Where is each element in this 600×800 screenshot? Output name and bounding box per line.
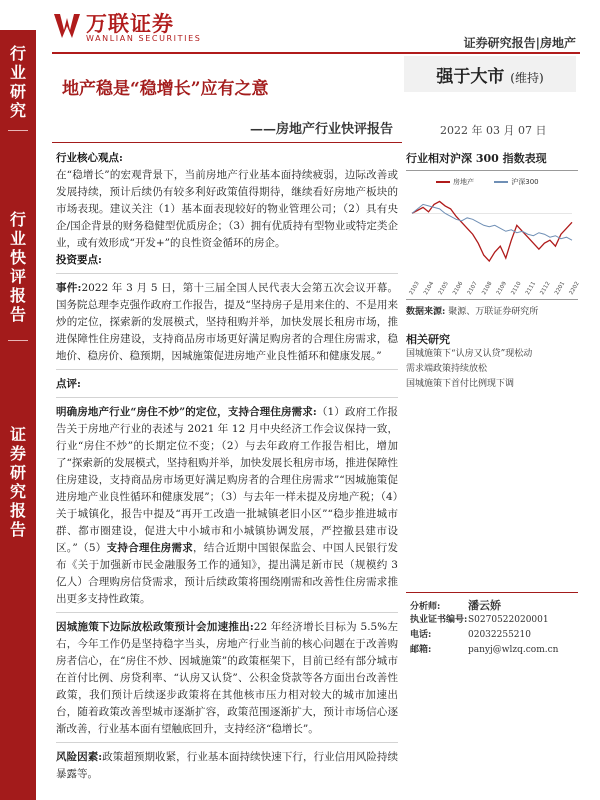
series-line-0 (412, 201, 572, 261)
related-research-item[interactable]: 国城施策下“认房又认贷”现松动 (406, 349, 533, 359)
rating-note: (维持) (510, 71, 544, 85)
section-divider (56, 397, 398, 398)
invest-points-heading: 投资要点: (56, 254, 102, 266)
legend-label: 房地产 (453, 178, 474, 186)
event-text: 2022 年 3 月 5 日，第十三届全国人民代表大会第五次会议开幕。国务院总理李克强作政府工作报告，提及“坚持房子是用来住的、不是用来炒的定位，探索新的发展模式，坚持租购并举，加快发展长租房市场，推进保障性住房建设，支持商品房市场更好满足购房者的合理住房需求，稳地价、稳房价、稳预期，因城施策促进房地产业良性循环和健康发展。” (56, 282, 398, 362)
report-subtitle: ——房地产行业快评报告 (250, 122, 394, 137)
comment-heading: 点评: (56, 378, 81, 390)
related-research-item[interactable]: 需求端政策持续放松 (406, 364, 488, 374)
sidebar-label-industry: 行业研究 (9, 44, 26, 120)
point-1-bold: 支持合理住房需求 (106, 542, 194, 554)
performance-chart (406, 170, 581, 300)
report-category: 证券研究报告|房地产 (463, 36, 576, 50)
brand-name-en: WANLIAN SECURITIES (86, 34, 202, 43)
x-tick-label: 2108 (481, 280, 494, 296)
legend-label: 沪深300 (511, 178, 539, 186)
section-divider (56, 612, 398, 613)
point-1-text-2: ，结合近期中国银保监会、中国人民银行发布《关于加强新市民金融服务工作的通知》，提出满足新市民（规模约 3 亿人）合理购房信贷需求，预计后续政策将围绕刚需和改善性住房需求推出更多支持性政策。 (56, 542, 398, 605)
core-view-text: 在“稳增长”的宏观背景下，当前房地产行业基本面持续疲弱，边际改善或发展持续，预计后续仍有较多利好政策值得期待，继续看好房地产板块的市场表现。建议关注（1）基本面表现较好的物业管理公司；（2）具有央企/国企背景的财务稳健型优质房企；（3）拥有优质持有型物业或特定类企业，或有效形成“开发+”的良性资金循环的房企。 (56, 169, 398, 249)
sidebar-divider (8, 340, 28, 341)
brand-name: 万联证券 (86, 12, 174, 36)
risk-text: 政策超预期收紧，行业基本面持续快速下行，行业信用风险持续暴露等。 (56, 751, 398, 780)
x-tick-label: 2104 (423, 280, 436, 296)
phone-label: 电话: (410, 630, 432, 640)
x-tick-label: 2110 (510, 280, 523, 296)
point-1-paragraph (56, 404, 398, 608)
chart-source (406, 304, 578, 317)
point-1-heading: 明确房地产行业“房住不炒”的定位，支持合理住房需求: (56, 406, 317, 418)
email-row (410, 643, 578, 658)
sidebar-label-report-type: 行业快评报告 (9, 210, 26, 324)
report-title: 地产稳是“稳增长”应有之意 (62, 79, 269, 99)
cert-label: 执业证书编号: (410, 615, 468, 625)
series-line-1 (412, 204, 572, 240)
x-tick-label: 2112 (539, 280, 552, 296)
point-2-paragraph (56, 619, 398, 738)
chart-plot (406, 171, 581, 301)
title-divider (52, 142, 402, 143)
rating-value: 强于大市 (436, 67, 505, 87)
section-divider (56, 273, 398, 274)
report-header (0, 0, 600, 50)
risk-paragraph (56, 749, 398, 783)
phone-row (410, 628, 578, 643)
x-tick-label: 2103 (408, 280, 421, 296)
email-address[interactable]: panyj@wlzq.com.cn (468, 645, 559, 655)
analyst-row (410, 598, 578, 613)
x-tick-label: 2202 (568, 280, 581, 296)
chart-title: 行业相对沪深 300 指数表现 (406, 152, 547, 165)
point-2-heading: 因城施策下边际放松政策预计会加速推出: (56, 621, 254, 633)
sidebar (0, 30, 36, 800)
risk-heading: 风险因素: (56, 751, 103, 763)
x-tick-label: 2106 (452, 280, 465, 296)
header-divider (52, 52, 580, 54)
rating (404, 62, 576, 87)
sidebar-info (406, 150, 581, 392)
report-date: 2022 年 03 月 07 日 (440, 124, 547, 137)
brand-logo-icon (52, 10, 82, 40)
x-tick-label: 2109 (495, 280, 509, 296)
analyst-label: 分析师: (410, 602, 441, 612)
analyst-divider (406, 592, 578, 593)
related-research-item[interactable]: 国城施策下首付比例现下调 (406, 379, 515, 389)
section-divider (56, 742, 398, 743)
analyst-info (410, 598, 578, 658)
analyst-name: 潘云娇 (468, 599, 501, 612)
x-tick-label: 2107 (466, 280, 479, 296)
point-2-text: 22 年经济增长目标为 5.5%左右，今年工作仍是坚持稳字当头，房地产行业当前的核心问题在于改善购房者信心，在“房住不炒、因城施策”的政策框架下，目前已经有部分城市在首付比例、房贷利率、“认房又认贷”、公积金贷款等各方面出台改善性政策，我们预计后续逐步政策将在其他核市压力相对较大的城市加速出台，随着政策改善型城市逐渐扩容，政策范围逐渐扩大，预计市场信心逐渐改善，行业基本面有望触底回升，支持经济“稳增长”。 (56, 621, 398, 735)
x-tick-label: 2105 (437, 280, 450, 296)
sidebar-divider (8, 130, 28, 131)
email-label: 邮箱: (410, 645, 432, 655)
core-view-heading: 行业核心观点: (56, 152, 123, 164)
source-text: 聚源、万联证券研究所 (448, 307, 539, 317)
point-1-text: （1）政府工作报告关于房地产行业的表述与 2021 年 12 月中央经济工作会议保持一致，行业“房住不炒”的长期定位不变；（2）与去年政府工作报告相比，增加了“探索新的发展模式，坚持租购并举，加快发展长租房市场，推进保障性住房建设，支持商品房市场更好满足购房者的合理住房需求”“因城施策促进房地产业良性循环和健康发展”；（3）与去年一样未提及房地产税；（4）关于城镇化，报告中提及“再开工改造一批城镇老旧小区”“稳步推进城市群、都市圈建设，促进大中小城市和小城镇协调发展，严控撤县建市设区。”（5） (56, 406, 398, 554)
related-research-heading: 相关研究 (406, 333, 450, 346)
cert-number: S0270522020001 (468, 615, 549, 625)
phone-number: 02032255210 (468, 630, 531, 640)
x-tick-label: 2111 (524, 280, 538, 296)
event-label: 事件: (56, 282, 82, 294)
source-label: 数据来源: (406, 307, 446, 317)
report-body (56, 150, 398, 783)
section-divider (56, 369, 398, 370)
cert-row (410, 613, 578, 628)
event-paragraph (56, 280, 398, 365)
sidebar-label-securities: 证券研究报告 (9, 425, 26, 539)
x-tick-label: 2201 (553, 280, 567, 296)
